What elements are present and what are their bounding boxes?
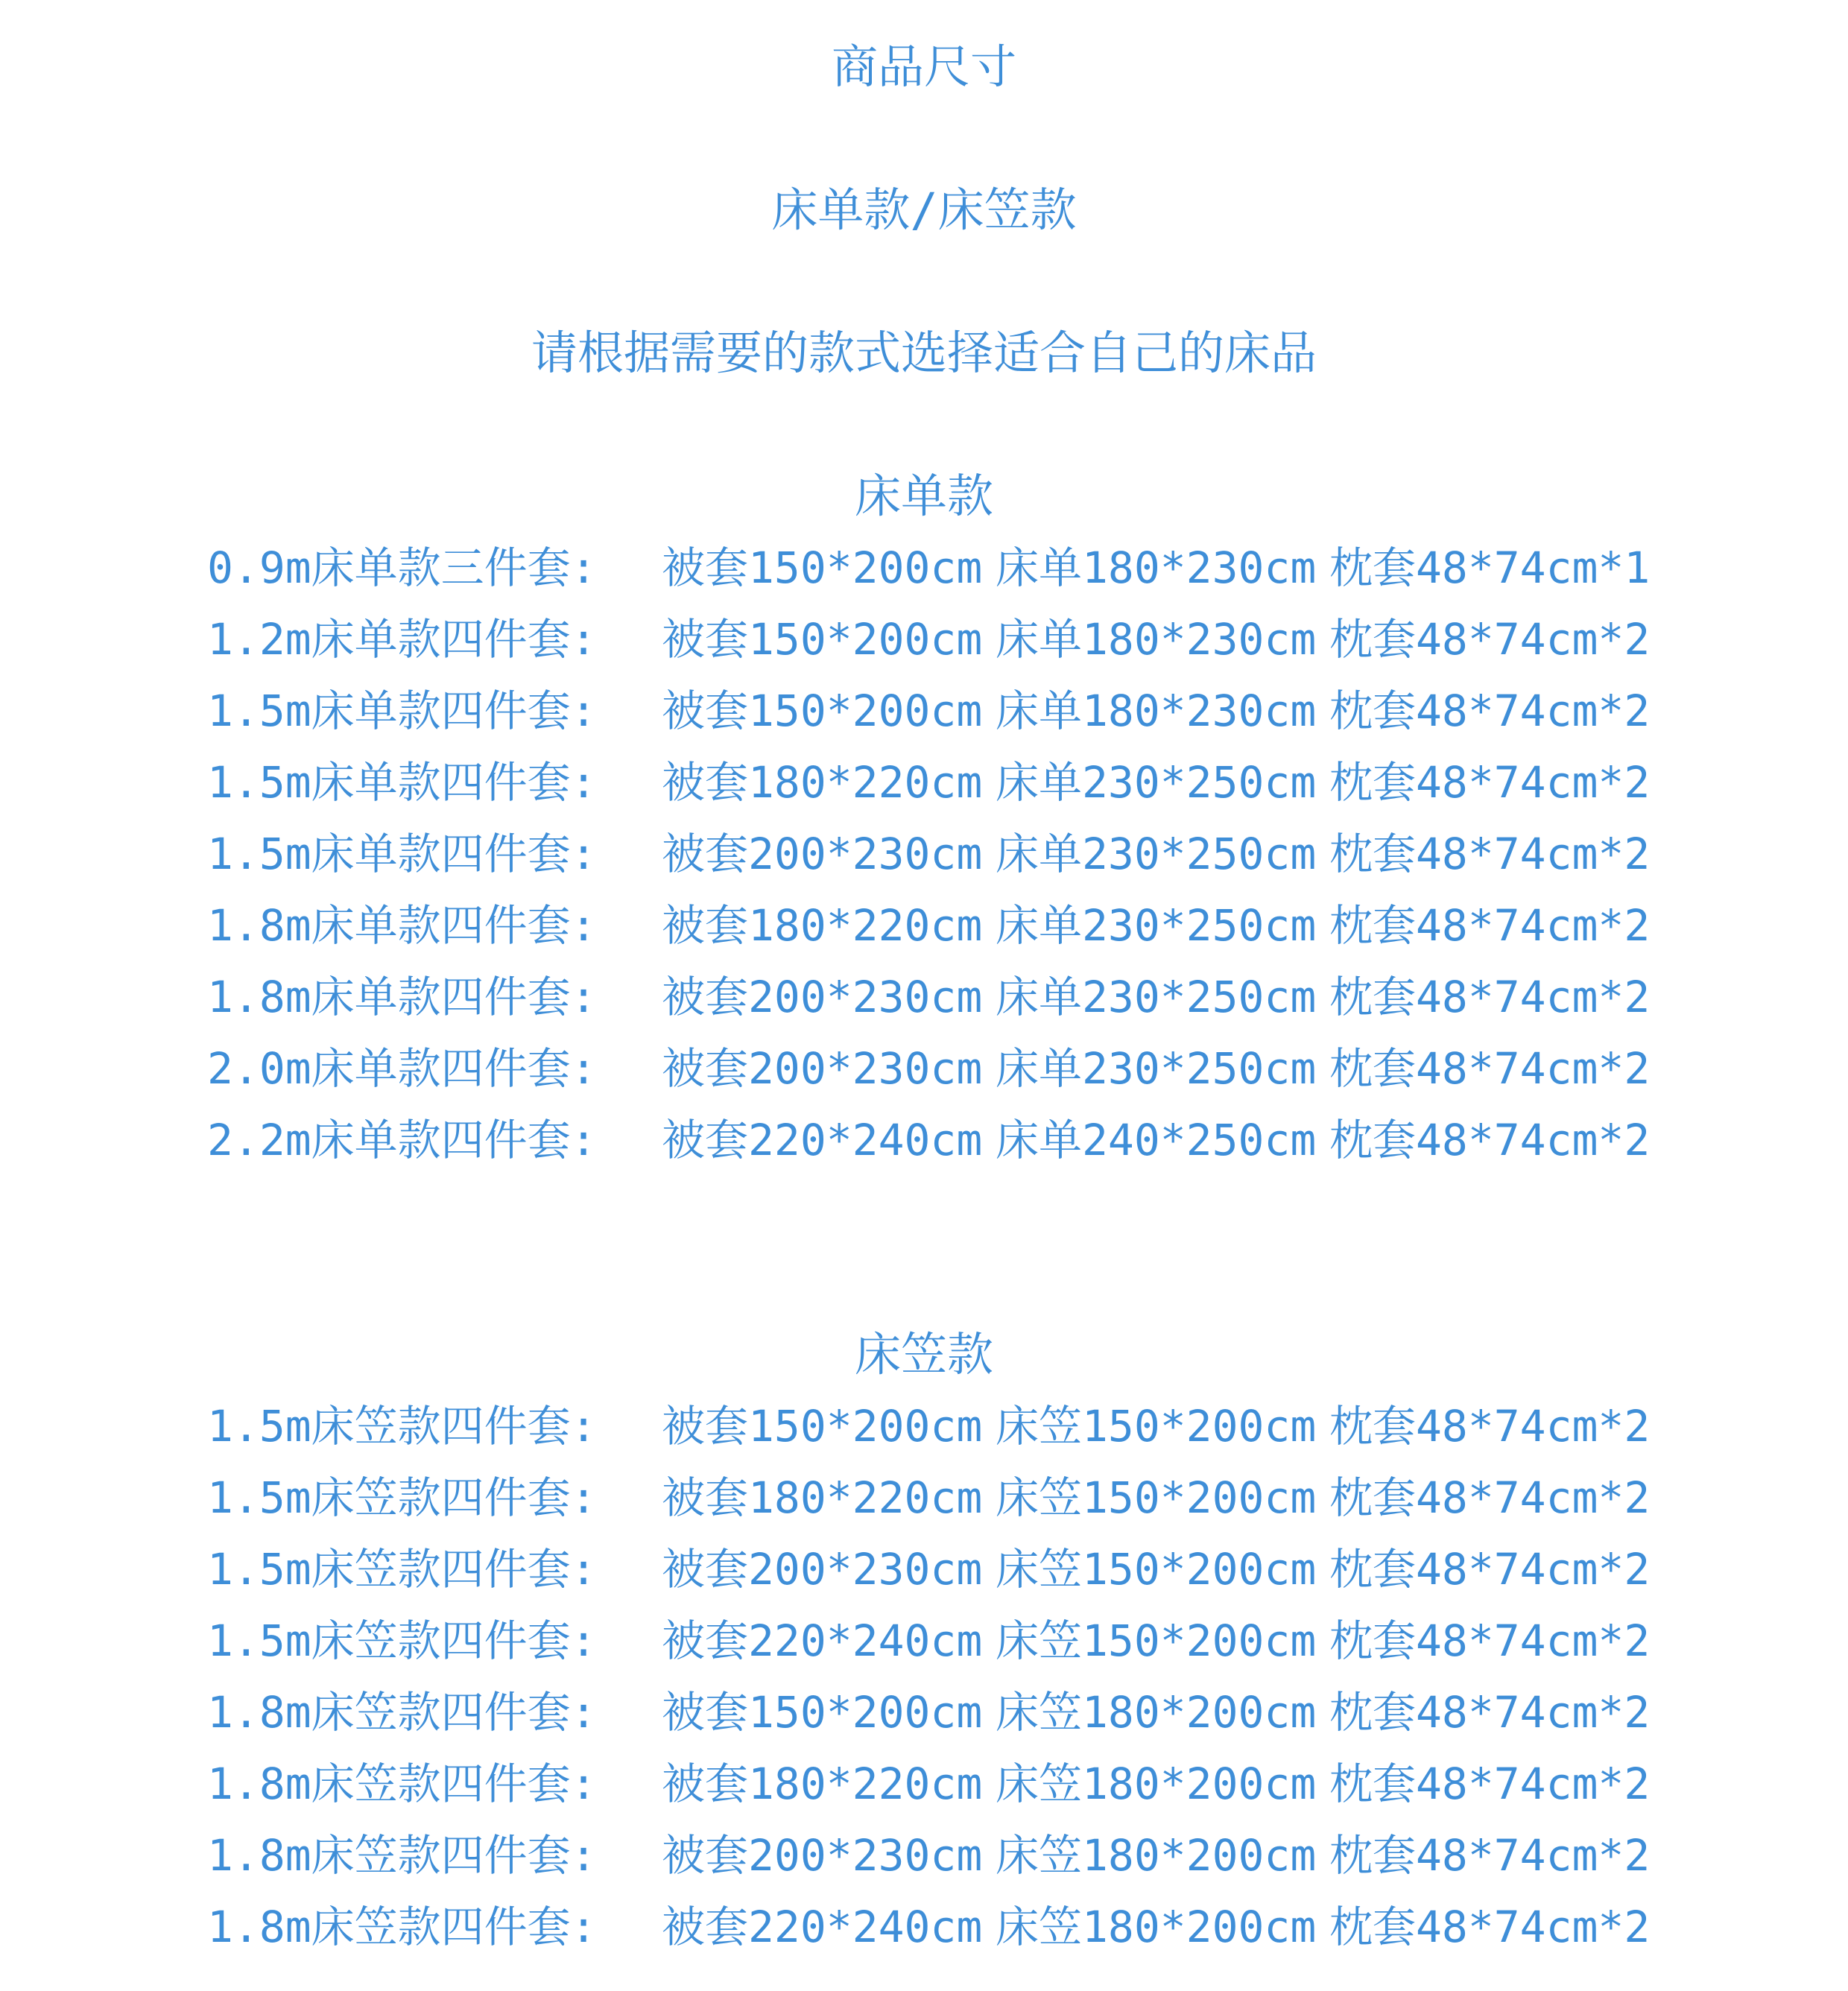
fitted-sheet-size: 床笠180*200cm <box>996 1687 1317 1738</box>
set-name: 1.8m床笠款四件套: <box>207 1830 597 1881</box>
fitted-sheet-heading: 床笠款 <box>854 1327 993 1381</box>
pillowcase-size: 枕套48*74cm*2 <box>1329 1472 1651 1523</box>
fitted-sheet-size: 床笠180*200cm <box>996 1902 1317 1952</box>
set-name: 1.5m床笠款四件套: <box>207 1401 597 1452</box>
pillowcase-size: 枕套48*74cm*2 <box>1329 972 1651 1022</box>
duvet-cover-size: 被套180*220cm <box>662 900 983 951</box>
pillowcase-size: 枕套48*74cm*2 <box>1329 1615 1651 1666</box>
duvet-cover-size: 被套150*200cm <box>662 1687 983 1738</box>
flat-sheet-spec-table <box>207 532 1651 1176</box>
spec-row <box>207 1820 1651 1891</box>
set-name: 1.8m床笠款四件套: <box>207 1759 597 1809</box>
set-name: 1.2m床单款四件套: <box>207 614 597 665</box>
pillowcase-size: 枕套48*74cm*2 <box>1329 757 1651 808</box>
spec-row <box>207 1748 1651 1820</box>
spec-row <box>207 1891 1651 1963</box>
fitted-sheet-size: 床笠150*200cm <box>996 1401 1317 1452</box>
fitted-sheet-size: 床笠150*200cm <box>996 1472 1317 1523</box>
duvet-cover-size: 被套200*230cm <box>662 1830 983 1881</box>
duvet-cover-size: 被套180*220cm <box>662 1472 983 1523</box>
pillowcase-size: 枕套48*74cm*2 <box>1329 1759 1651 1809</box>
spec-row <box>207 890 1651 961</box>
set-name: 1.5m床笠款四件套: <box>207 1615 597 1666</box>
flat-sheet-heading: 床单款 <box>854 469 993 523</box>
set-name: 1.8m床单款四件套: <box>207 972 597 1022</box>
pillowcase-size: 枕套48*74cm*2 <box>1329 900 1651 951</box>
sheet-size: 床单230*250cm <box>996 900 1317 951</box>
sheet-size: 床单230*250cm <box>996 829 1317 879</box>
spec-row <box>207 747 1651 818</box>
set-name: 1.8m床单款四件套: <box>207 900 597 951</box>
duvet-cover-size: 被套220*240cm <box>662 1615 983 1666</box>
duvet-cover-size: 被套200*230cm <box>662 1043 983 1094</box>
sheet-size: 床单240*250cm <box>996 1115 1317 1165</box>
set-name: 0.9m床单款三件套: <box>207 542 597 593</box>
sheet-size: 床单180*230cm <box>996 614 1317 665</box>
set-name: 2.0m床单款四件套: <box>207 1043 597 1094</box>
sheet-size: 床单230*250cm <box>996 757 1317 808</box>
spec-row <box>207 1462 1651 1533</box>
fitted-sheet-spec-table <box>207 1390 1651 1963</box>
pillowcase-size: 枕套48*74cm*2 <box>1329 1830 1651 1881</box>
spec-row <box>207 961 1651 1033</box>
sheet-size: 床单180*230cm <box>996 542 1317 593</box>
pillowcase-size: 枕套48*74cm*2 <box>1329 1902 1651 1952</box>
duvet-cover-size: 被套180*220cm <box>662 757 983 808</box>
spec-row <box>207 1677 1651 1748</box>
sheet-size: 床单180*230cm <box>996 686 1317 736</box>
set-name: 2.2m床单款四件套: <box>207 1115 597 1165</box>
page-title: 商品尺寸 <box>831 39 1016 94</box>
fitted-sheet-size: 床笠180*200cm <box>996 1830 1317 1881</box>
fitted-sheet-size: 床笠150*200cm <box>996 1615 1317 1666</box>
pillowcase-size: 枕套48*74cm*2 <box>1329 614 1651 665</box>
pillowcase-size: 枕套48*74cm*2 <box>1329 1544 1651 1595</box>
set-name: 1.5m床笠款四件套: <box>207 1544 597 1595</box>
duvet-cover-size: 被套150*200cm <box>662 1401 983 1452</box>
set-name: 1.5m床笠款四件套: <box>207 1472 597 1523</box>
pillowcase-size: 枕套48*74cm*2 <box>1329 1043 1651 1094</box>
pillowcase-size: 枕套48*74cm*2 <box>1329 1115 1651 1165</box>
set-name: 1.5m床单款四件套: <box>207 829 597 879</box>
fitted-sheet-size: 床笠180*200cm <box>996 1759 1317 1809</box>
set-name: 1.5m床单款四件套: <box>207 757 597 808</box>
duvet-cover-size: 被套180*220cm <box>662 1759 983 1809</box>
duvet-cover-size: 被套150*200cm <box>662 686 983 736</box>
spec-row <box>207 532 1651 604</box>
sheet-size: 床单230*250cm <box>996 972 1317 1022</box>
sheet-size: 床单230*250cm <box>996 1043 1317 1094</box>
spec-row <box>207 1533 1651 1605</box>
spec-row <box>207 818 1651 890</box>
fitted-sheet-size: 床笠150*200cm <box>996 1544 1317 1595</box>
spec-row <box>207 675 1651 747</box>
page-subtitle: 床单款/床笠款 <box>771 183 1077 237</box>
duvet-cover-size: 被套220*240cm <box>662 1115 983 1165</box>
duvet-cover-size: 被套150*200cm <box>662 542 983 593</box>
duvet-cover-size: 被套200*230cm <box>662 1544 983 1595</box>
spec-row <box>207 1390 1651 1462</box>
duvet-cover-size: 被套220*240cm <box>662 1902 983 1952</box>
pillowcase-size: 枕套48*74cm*2 <box>1329 1687 1651 1738</box>
duvet-cover-size: 被套200*230cm <box>662 972 983 1022</box>
duvet-cover-size: 被套150*200cm <box>662 614 983 665</box>
spec-row <box>207 1033 1651 1104</box>
spec-row <box>207 604 1651 675</box>
set-name: 1.5m床单款四件套: <box>207 686 597 736</box>
pillowcase-size: 枕套48*74cm*1 <box>1329 542 1651 593</box>
instruction-text: 请根据需要的款式选择适合自己的床品 <box>531 326 1317 380</box>
pillowcase-size: 枕套48*74cm*2 <box>1329 686 1651 736</box>
spec-row <box>207 1605 1651 1677</box>
set-name: 1.8m床笠款四件套: <box>207 1687 597 1738</box>
duvet-cover-size: 被套200*230cm <box>662 829 983 879</box>
set-name: 1.8m床笠款四件套: <box>207 1902 597 1952</box>
spec-row <box>207 1104 1651 1176</box>
pillowcase-size: 枕套48*74cm*2 <box>1329 1401 1651 1452</box>
pillowcase-size: 枕套48*74cm*2 <box>1329 829 1651 879</box>
